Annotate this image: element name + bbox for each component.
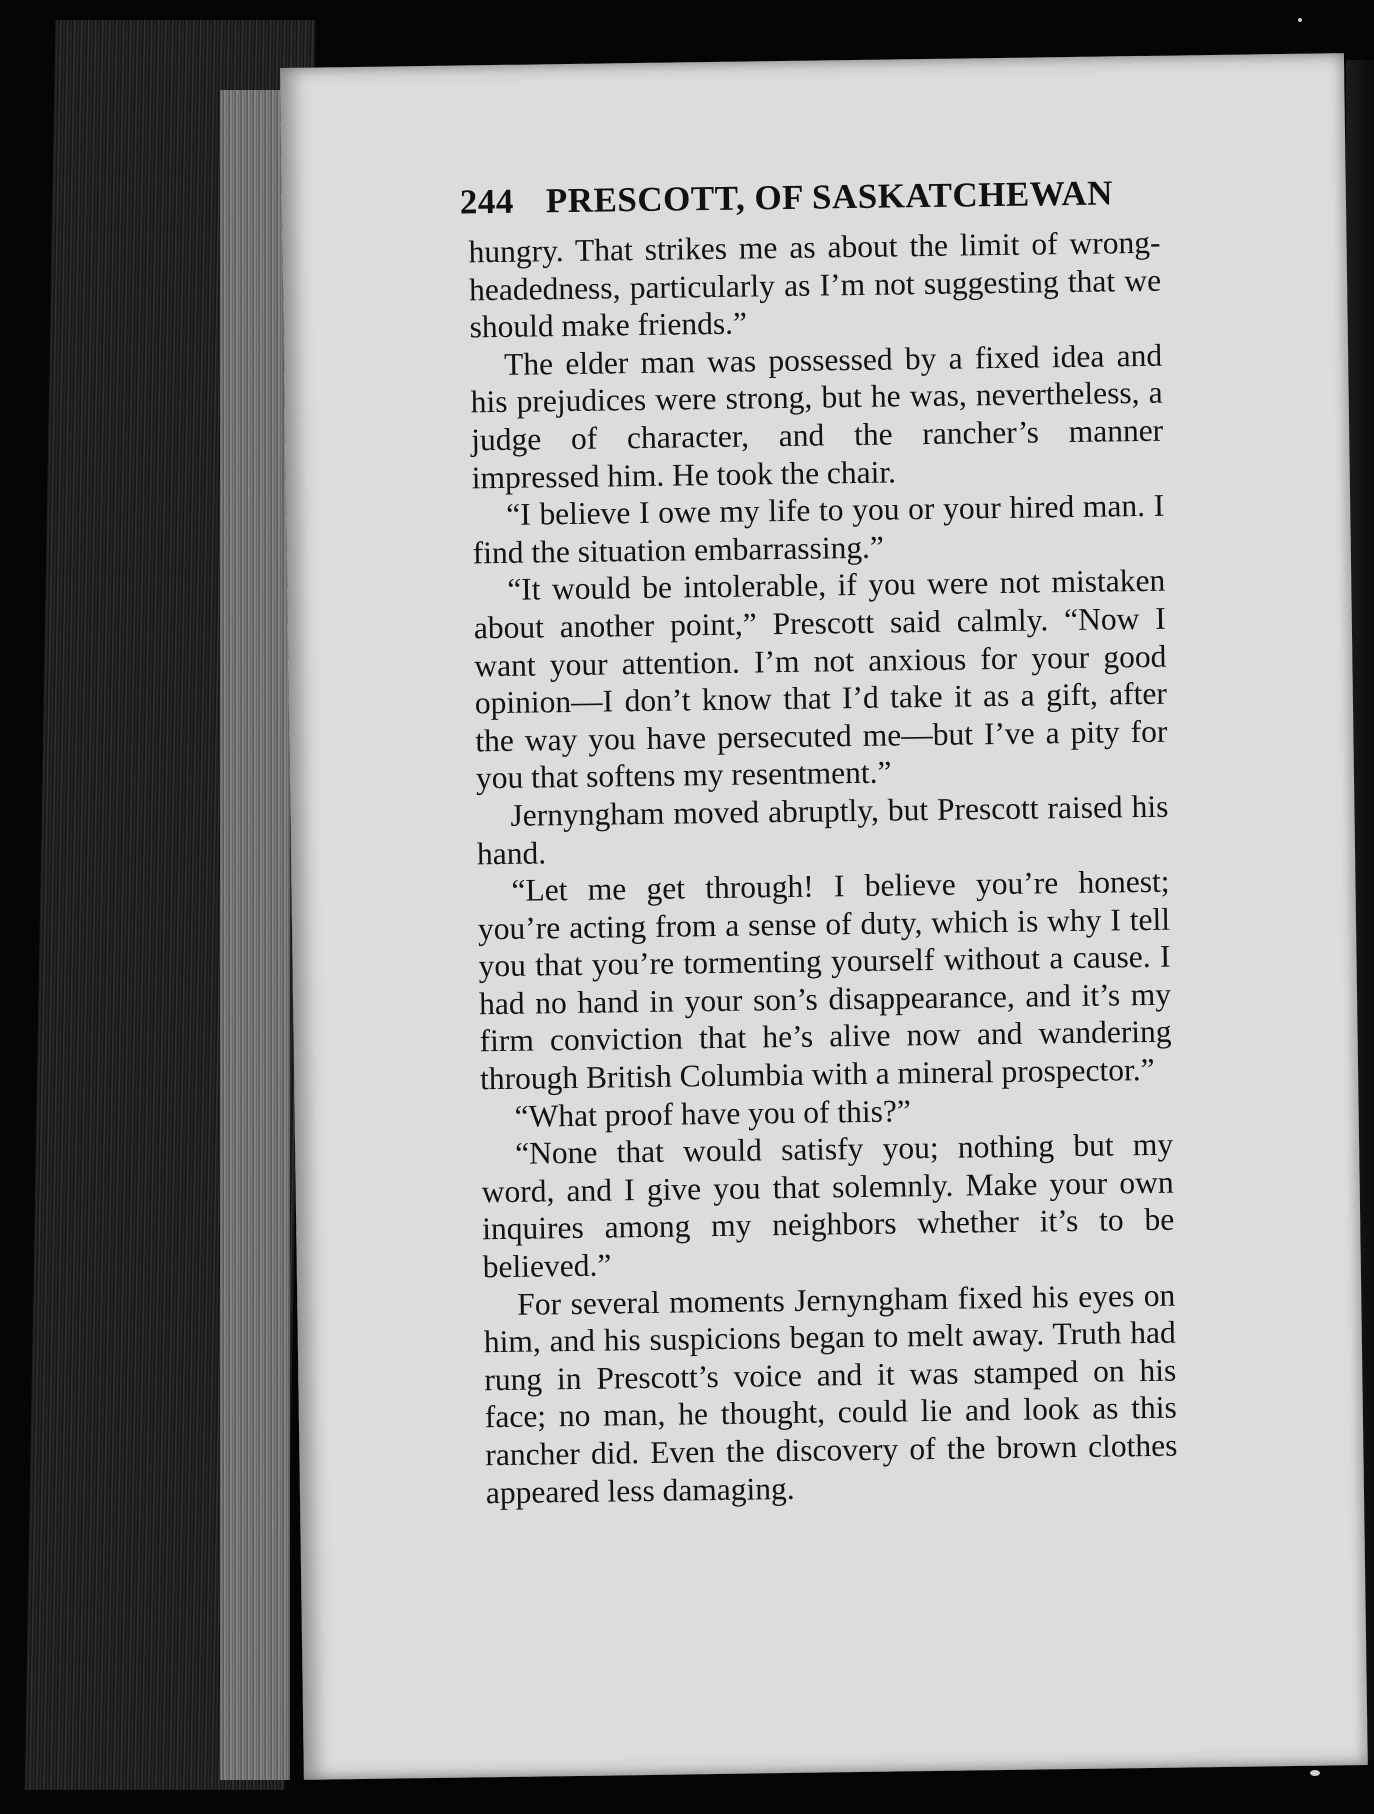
scan-speck <box>1298 18 1302 22</box>
paragraph: “It would be intolerable, if you were not mistaken about another point,” Prescott said calmly. “Now I want your attention. I’m not anxious for your good opinion—I don’t know that I’d take it as a gift, after the way you have persecuted me—but I’ve a pity for you that softens my resentment.” <box>473 563 1168 796</box>
paragraph: hungry. That strikes me as about the limit of wrong-headedness, particularly as I’m not suggesting that we should make friends.” <box>468 224 1162 345</box>
page-body-text <box>468 224 1178 1512</box>
paragraph: For several moments Jernyngham fixed his eyes on him, and his suspicions began to melt away. Truth had rung in Prescott’s voice and it was stamped on his face; no man, he thought, could lie and look as this rancher did. Even the discovery of the brown clothes appeared less damaging. <box>483 1277 1178 1510</box>
book-page-edges-highlight <box>220 90 290 1780</box>
paragraph: “None that would satisfy you; nothing but my word, and I give you that solemnly. Make your own inquires among my neighbors whether it’s to be believed.” <box>481 1126 1175 1285</box>
paragraph: “What proof have you of this?” <box>514 1092 912 1134</box>
paragraph: “Let me get through! I believe you’re honest; you’re acting from a sense of duty, which is why I tell you that you’re tormenting yourself without a cause. I had no hand in your son’s disappearance, and it’s my firm conviction that he’s alive now and wandering through British Columbia with a mineral prospector.” <box>477 863 1172 1097</box>
running-title: PRESCOTT, OF SASKATCHEWAN <box>545 173 1114 221</box>
paragraph: The elder man was possessed by a fixed idea and his prejudices were strong, but he was, nevertheless, a judge of character, and the rancher’s manner impressed him. He took the chair. <box>470 337 1164 495</box>
paragraph: Jernyngham moved abruptly, but Prescott raised his hand. <box>476 788 1169 871</box>
paragraph: “I believe I owe my life to you or your hired man. I find the situation embarrassing.” <box>472 487 1165 571</box>
book-page <box>280 53 1368 1780</box>
running-head <box>460 172 1180 222</box>
scan-speck <box>1310 1770 1320 1776</box>
page-number: 244 <box>459 181 515 222</box>
